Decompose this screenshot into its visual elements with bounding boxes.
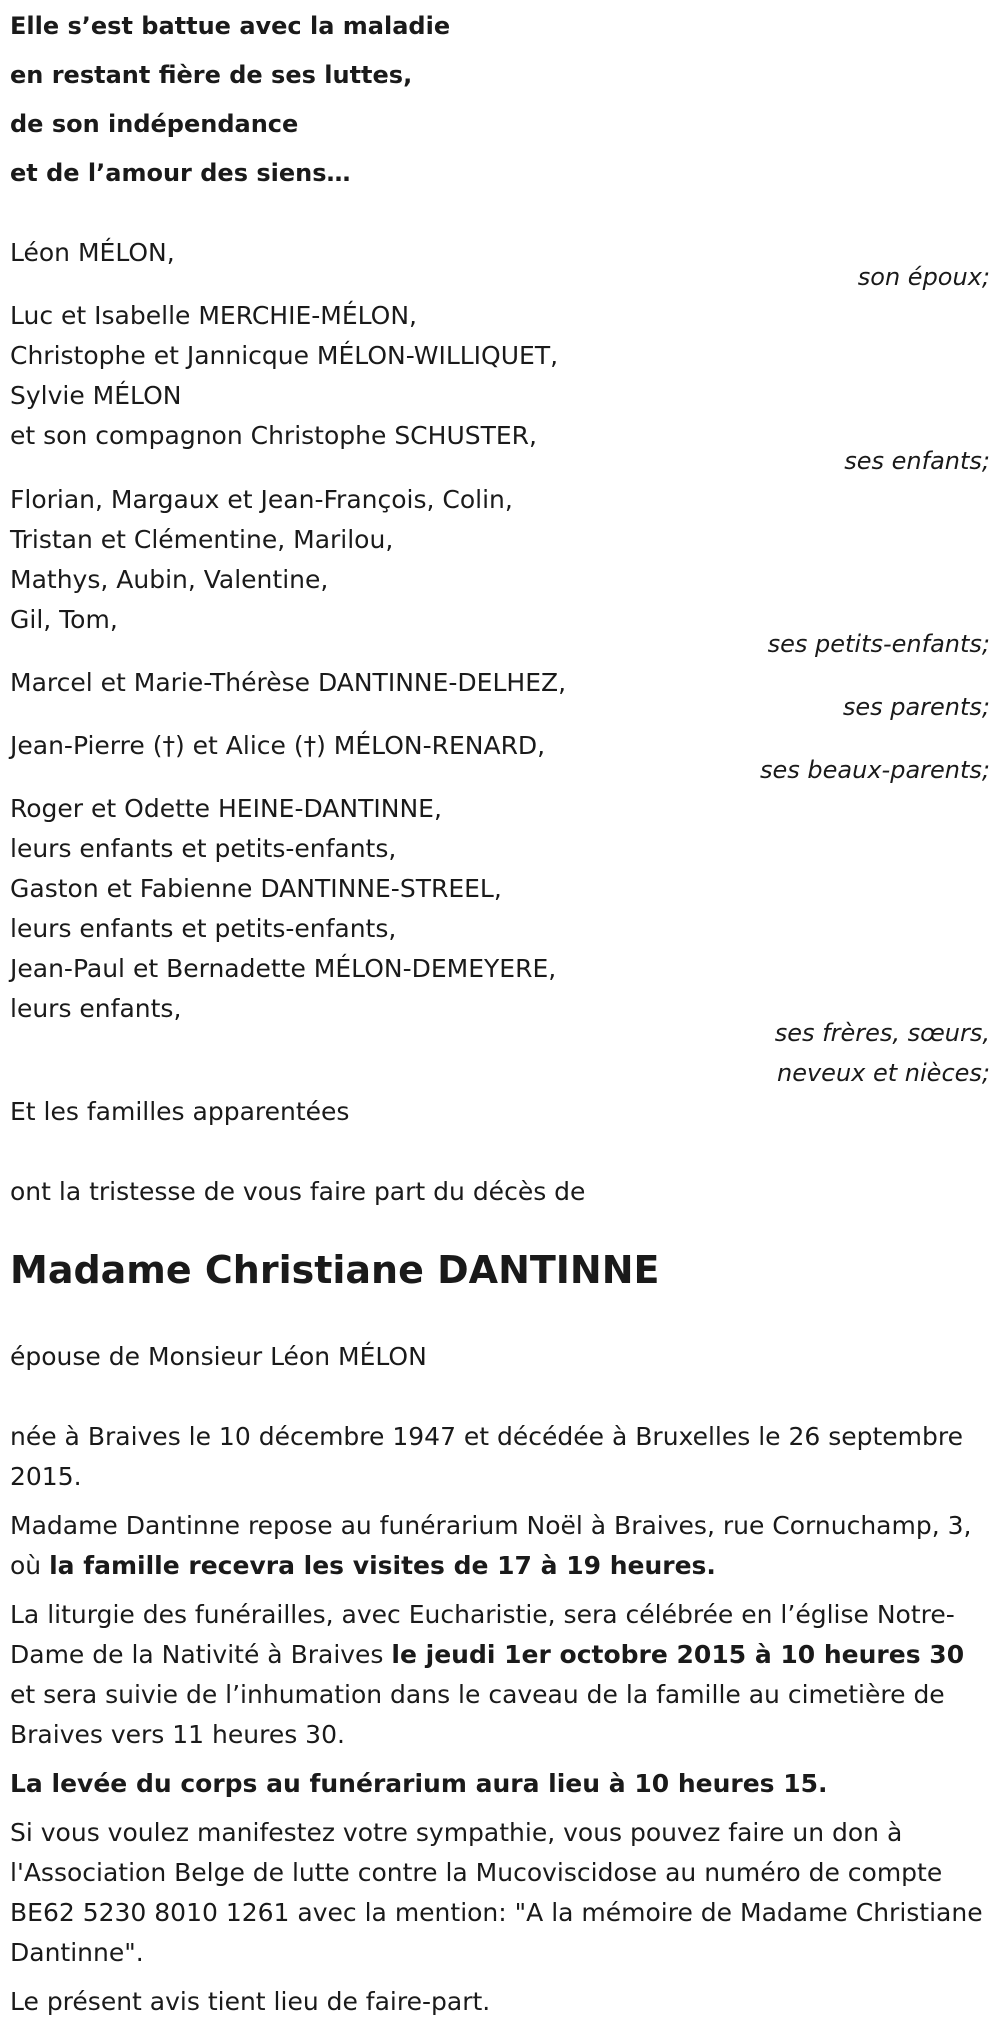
poem-line: de son indépendance — [10, 110, 299, 138]
poem-line: en restant fière de ses luttes, — [10, 61, 413, 89]
family-member-line: Roger et Odette HEINE-DANTINNE, — [10, 794, 442, 823]
donation-paragraph: Si vous voulez manifestez votre sympathie, vous pouvez faire un don à l'Association Belge de lutte contre la Mucoviscidose au numéro de compte BE62 5230 8010 1261 avec la mention: "A la mémoire de Madame Christiane Dantinne". — [10, 1818, 983, 1967]
relation-label: ses enfants; — [844, 447, 990, 475]
family-member-line: Léon MÉLON, — [10, 238, 175, 267]
family-member-line: Jean-Pierre (†) et Alice (†) MÉLON-RENARD, — [10, 731, 546, 760]
family-member-line: Luc et Isabelle MERCHIE-MÉLON, — [10, 301, 418, 330]
family-member-line: Gaston et Fabienne DANTINNE-STREEL, — [10, 874, 502, 903]
levee-paragraph — [10, 1764, 990, 1804]
family-member-line: Sylvie MÉLON — [10, 381, 182, 410]
poem-line: et de l’amour des siens… — [10, 159, 351, 187]
visits-bold-text: la famille recevra les visites de 17 à 19 heures. — [49, 1551, 716, 1580]
family-member-line: Christophe et Jannicque MÉLON-WILLIQUET, — [10, 341, 559, 370]
family-member-line: Tristan et Clémentine, Marilou, — [10, 525, 394, 554]
family-member-line: Jean-Paul et Bernadette MÉLON-DEMEYERE, — [10, 954, 557, 983]
liturgy-text-continued: et sera suivie de l’inhumation dans le caveau de la famille au cimetière de Braives vers 11 heures 30. — [10, 1680, 945, 1749]
relation-label: ses parents; — [842, 693, 990, 721]
relation-label: son époux; — [857, 263, 990, 291]
relation-label: ses beaux-parents; — [760, 756, 990, 784]
poem-line: Elle s’est battue avec la maladie — [10, 12, 451, 40]
liturgy-paragraph — [10, 1595, 990, 1755]
family-member-line: leurs enfants et petits-enfants, — [10, 914, 397, 943]
relation-label: neveux et nièces; — [777, 1059, 990, 1087]
closing-paragraph: Le présent avis tient lieu de faire-part. — [10, 1987, 491, 2016]
family-member-line: Marcel et Marie-Thérèse DANTINNE-DELHEZ, — [10, 668, 567, 697]
relation-label: ses petits-enfants; — [767, 630, 990, 658]
visits-paragraph — [10, 1506, 990, 1586]
family-member-line: Gil, Tom, — [10, 605, 118, 634]
liturgy-bold-text: le jeudi 1er octobre 2015 à 10 heures 30 — [391, 1640, 965, 1669]
deceased-name: Madame Christiane DANTINNE — [10, 1248, 660, 1292]
families-line: Et les familles apparentées — [10, 1097, 350, 1126]
family-member-line: Mathys, Aubin, Valentine, — [10, 565, 329, 594]
birth-death-paragraph: née à Braives le 10 décembre 1947 et décédée à Bruxelles le 26 septembre 2015. — [10, 1422, 964, 1491]
relation-label: ses frères, sœurs, — [774, 1019, 990, 1047]
family-member-line: leurs enfants et petits-enfants, — [10, 834, 397, 863]
spouse-of-line: épouse de Monsieur Léon MÉLON — [10, 1342, 427, 1371]
family-member-line: Florian, Margaux et Jean-François, Colin, — [10, 485, 513, 514]
liturgy-text: La liturgie des funérailles, avec Eucharistie, sera célébrée en l’église Notre-Dame de la Nativité à Braives — [10, 1600, 955, 1669]
announcement-line: ont la tristesse de vous faire part du décès de — [10, 1177, 586, 1206]
levee-bold-text: La levée du corps au funérarium aura lieu à 10 heures 15. — [10, 1769, 828, 1798]
family-member-line: et son compagnon Christophe SCHUSTER, — [10, 421, 537, 450]
family-member-line: leurs enfants, — [10, 994, 182, 1023]
visits-text: Madame Dantinne repose au funérarium Noël à Braives, rue Cornuchamp, 3, où — [10, 1511, 972, 1580]
